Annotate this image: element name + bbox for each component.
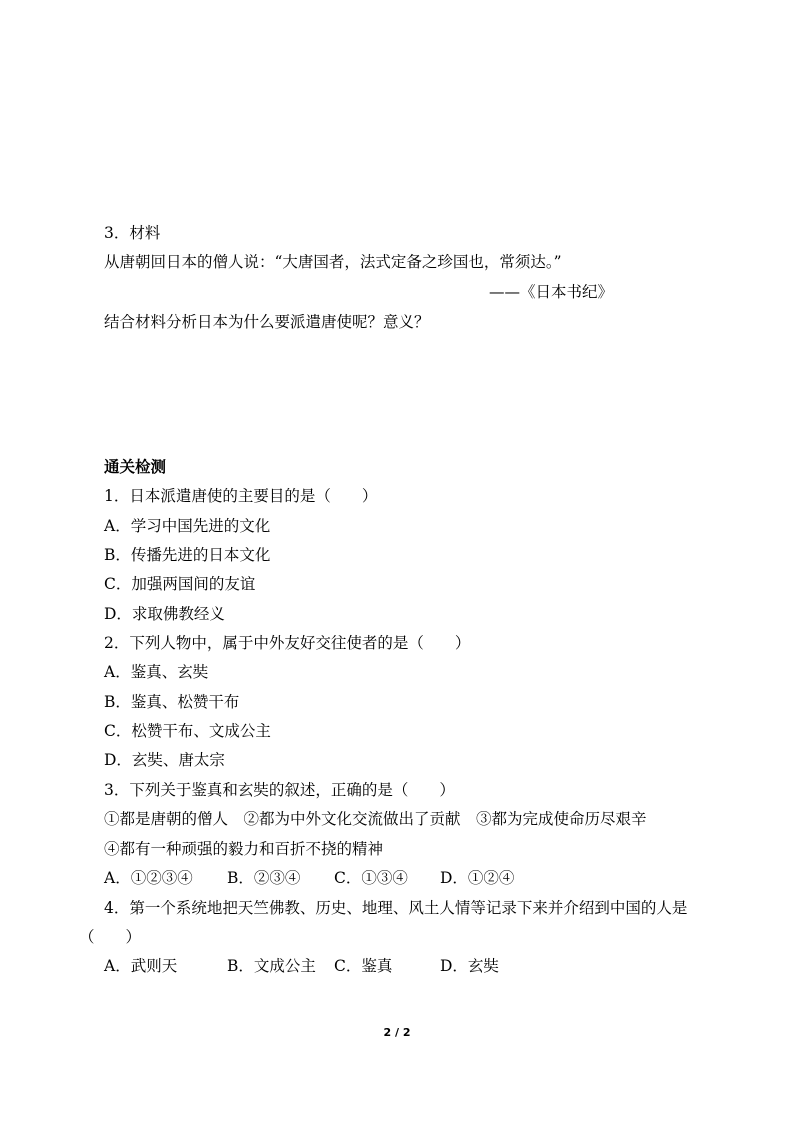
q1-option-d: D．求取佛教经义 bbox=[104, 605, 225, 623]
q4-option-d: D．玄奘 bbox=[440, 957, 499, 975]
q4-stem-line2: （ ） bbox=[79, 928, 142, 946]
q2-option-a: A．鉴真、玄奘 bbox=[104, 663, 209, 681]
material-quote: 从唐朝回日本的僧人说：“大唐国者，法式定备之珍国也，常须达。” bbox=[104, 253, 562, 271]
q4-option-a: A．武则天 bbox=[104, 957, 178, 975]
q3-stem: 3．下列关于鉴真和玄奘的叙述，正确的是（ ） bbox=[104, 781, 455, 799]
q1-option-a: A．学习中国先进的文化 bbox=[104, 517, 271, 535]
material-source: ——《日本书纪》 bbox=[489, 283, 614, 301]
q3-option-c: C．①③④ bbox=[334, 869, 408, 887]
q2-option-d: D．玄奘、唐太宗 bbox=[104, 751, 225, 769]
q2-option-c: C．松赞干布、文成公主 bbox=[104, 722, 271, 740]
q1-option-b: B．传播先进的日本文化 bbox=[104, 546, 271, 564]
q1-option-c: C．加强两国间的友谊 bbox=[104, 575, 256, 593]
material-heading: 3．材料 bbox=[104, 224, 161, 242]
q4-option-b: B．文成公主 bbox=[227, 957, 316, 975]
q3-option-d: D．①②④ bbox=[440, 869, 515, 887]
q3-statements-line2: ④都有一种顽强的毅力和百折不挠的精神 bbox=[104, 840, 384, 858]
q2-stem: 2．下列人物中，属于中外友好交往使者的是（ ） bbox=[104, 634, 471, 652]
q2-option-b: B．鉴真、松赞干布 bbox=[104, 693, 240, 711]
q4-stem-line1: 4．第一个系统地把天竺佛教、历史、地理、风土人情等记录下来并介绍到中国的人是 bbox=[104, 899, 688, 917]
q3-option-b: B．②③④ bbox=[227, 869, 301, 887]
quiz-title: 通关检测 bbox=[104, 457, 167, 476]
q4-option-c: C．鉴真 bbox=[334, 957, 393, 975]
material-question: 结合材料分析日本为什么要派遣唐使呢？意义？ bbox=[104, 313, 430, 331]
q3-statements-line1: ①都是唐朝的僧人 ②都为中外文化交流做出了贡献 ③都为完成使命历尽艰辛 bbox=[104, 810, 647, 828]
page-number: 2 / 2 bbox=[383, 1026, 411, 1039]
q1-stem: 1．日本派遣唐使的主要目的是（ ） bbox=[104, 487, 378, 505]
q3-option-a: A．①②③④ bbox=[104, 869, 193, 887]
